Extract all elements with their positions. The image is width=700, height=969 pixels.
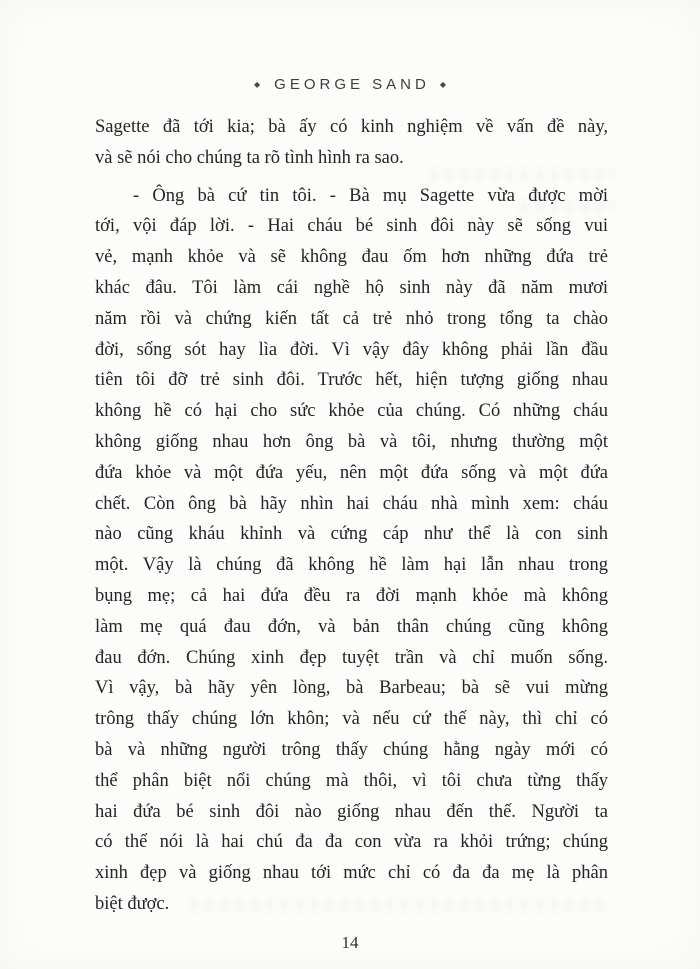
text-line: bà và những người trông thấy chúng hằng ngày mới có <box>95 739 608 760</box>
paragraph <box>95 112 608 174</box>
page-number: 14 <box>341 933 359 952</box>
text-line: xinh đẹp và giống nhau tới mức chỉ có đa đa mẹ là phân <box>95 863 608 884</box>
text-line: năm rồi và chứng kiến tất cả trẻ nhỏ trong tổng ta chào <box>95 308 608 329</box>
text-line: biệt được. <box>95 893 170 914</box>
text-line: và sẽ nói cho chúng ta rõ tình hình ra sao. <box>95 147 404 168</box>
text-line: trông thấy chúng lớn khôn; và nếu cứ thế này, thì chỉ có <box>95 709 608 730</box>
text-line: - Ông bà cứ tin tôi. - Bà mụ Sagette vừa được mời <box>133 185 608 206</box>
text-line: khác đâu. Tôi làm cái nghề hộ sinh này đã năm mươi <box>95 277 608 298</box>
page-text <box>95 112 608 920</box>
text-line: bụng mẹ; cả hai đứa đều ra đời mạnh khỏe mà không <box>95 585 608 606</box>
diamond-ornament-icon: ◆ <box>439 80 446 89</box>
text-line: không giống nhau hơn ông bà và tôi, nhưng thường một <box>95 431 608 452</box>
text-line: thể phân biệt nổi chúng mà thôi, vì tôi chưa từng thấy <box>95 770 608 791</box>
text-line: làm mẹ quá đau đớn, và bản thân chúng cũng không <box>95 616 608 637</box>
text-line: Vì vậy, bà hãy yên lòng, bà Barbeau; bà sẽ vui mừng <box>95 678 608 699</box>
diamond-ornament-icon: ◆ <box>254 80 261 89</box>
text-line: có thể nói là hai chú đa đa con vừa ra khỏi trứng; chúng <box>95 832 608 853</box>
text-line: tiên tôi đỡ trẻ sinh đôi. Trước hết, hiện tượng giống nhau <box>95 370 608 391</box>
text-line: vẻ, mạnh khỏe và sẽ không đau ốm hơn những đứa trẻ <box>95 247 608 268</box>
text-line: đau đớn. Chúng xinh đẹp tuyệt trần và chỉ muốn sống. <box>95 647 608 668</box>
running-header <box>0 76 700 93</box>
text-line: chết. Còn ông bà hãy nhìn hai cháu nhà mình xem: cháu <box>95 493 608 514</box>
text-line: đời, sống sót hay lìa đời. Vì vậy đây không phải lần đầu <box>95 339 608 360</box>
paragraph <box>95 181 608 920</box>
text-line: Sagette đã tới kia; bà ấy có kinh nghiệm về vấn đề này, <box>95 117 608 137</box>
text-line: tới, vội đáp lời. - Hai cháu bé sinh đôi này sẽ sống vui <box>95 216 608 237</box>
text-line: nào cũng kháu khỉnh và cứng cáp như thể là con sinh <box>95 524 608 545</box>
text-line: một. Vậy là chúng đã không hề làm hại lẫn nhau trong <box>95 555 608 576</box>
header-title: GEORGE SAND <box>274 76 430 93</box>
text-line: đứa khỏe và một đứa yếu, nên một đứa sống và một đứa <box>95 462 608 483</box>
text-line: không hề có hại cho sức khỏe của chúng. Có những cháu <box>95 401 608 422</box>
text-line: hai đứa bé sinh đôi nào giống nhau đến thế. Người ta <box>95 801 608 822</box>
